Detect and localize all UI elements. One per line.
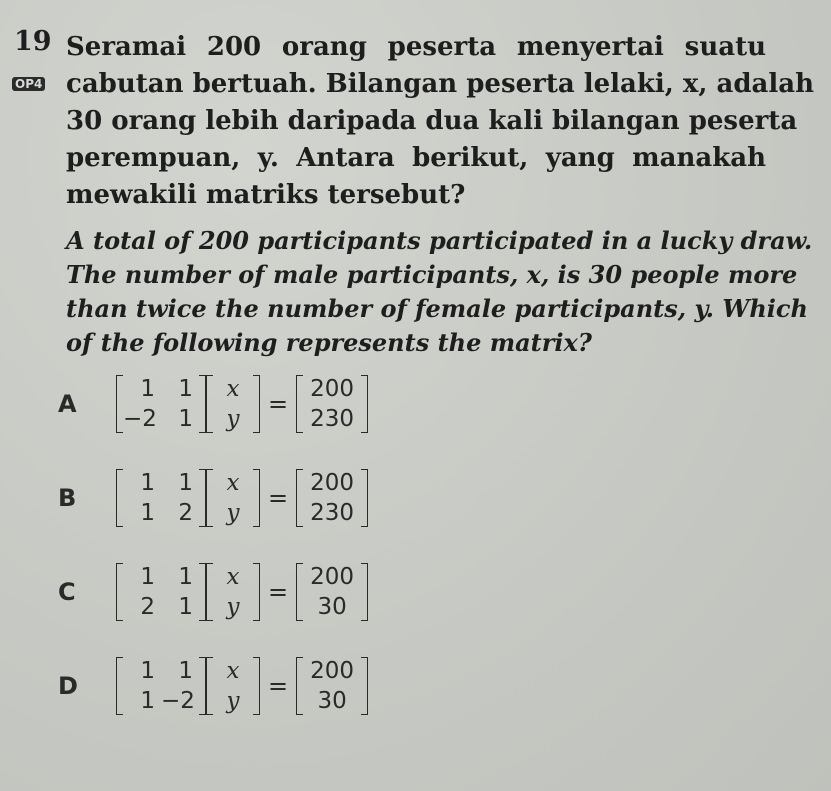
malay-line: cabutan bertuah. Bilangan peserta lelaki, x, adalah	[66, 69, 814, 99]
equals-sign: =	[268, 578, 289, 606]
matrix-cell: 1	[178, 406, 193, 432]
matrix-cell: 200	[310, 658, 355, 684]
option-c[interactable]	[52, 557, 368, 627]
result-matrix	[296, 468, 368, 528]
matrix-cell: x	[226, 564, 240, 590]
matrix-cell: −2	[161, 688, 195, 714]
matrix-cell: 30	[317, 688, 347, 714]
matrix-cell: x	[226, 658, 240, 684]
matrix-cell: y	[226, 500, 240, 526]
learning-tag: OP4	[12, 77, 45, 91]
malay-line: mewakili matriks tersebut?	[66, 180, 466, 210]
matrix-cell: 1	[178, 470, 193, 496]
matrix-cell: 200	[310, 376, 355, 402]
matrix-cell: 1	[178, 658, 193, 684]
matrix-cell: 1	[178, 376, 193, 402]
matrix-cell: 230	[310, 406, 355, 432]
matrix-cell: 1	[140, 500, 155, 526]
matrix-cell: y	[226, 406, 240, 432]
variable-matrix	[206, 468, 260, 528]
matrix-cell: 30	[317, 594, 347, 620]
matrix-cell: 1	[140, 688, 155, 714]
option-letter: C	[58, 578, 76, 606]
result-matrix	[296, 562, 368, 622]
question-text-malay	[66, 29, 814, 214]
english-line: of the following represents the matrix?	[66, 328, 592, 357]
english-line: than twice the number of female participants, y. Which	[66, 294, 808, 323]
coefficient-matrix	[116, 468, 206, 528]
matrix-cell: 1	[140, 658, 155, 684]
matrix-cell: 2	[178, 500, 193, 526]
option-b[interactable]	[52, 463, 368, 533]
result-matrix	[296, 656, 368, 716]
matrix-cell: 2	[140, 594, 155, 620]
equals-sign: =	[268, 390, 289, 418]
english-line: A total of 200 participants participated in a lucky draw.	[66, 226, 813, 255]
matrix-cell: −2	[123, 406, 157, 432]
coefficient-matrix	[116, 374, 206, 434]
option-letter: D	[58, 672, 78, 700]
variable-matrix	[206, 374, 260, 434]
matrix-cell: 1	[140, 376, 155, 402]
malay-line: Seramai 200 orang peserta menyertai suatu	[66, 32, 766, 62]
matrix-cell: y	[226, 594, 240, 620]
coefficient-matrix	[116, 562, 206, 622]
option-letter: A	[58, 390, 77, 418]
english-line: The number of male participants, x, is 30 people more	[66, 260, 798, 289]
option-letter: B	[58, 484, 77, 512]
matrix-cell: 1	[140, 564, 155, 590]
matrix-cell: 1	[140, 470, 155, 496]
malay-line: perempuan, y. Antara berikut, yang manakah	[66, 143, 766, 173]
matrix-cell: x	[226, 470, 240, 496]
variable-matrix	[206, 562, 260, 622]
option-d[interactable]	[52, 651, 368, 721]
matrix-cell: 200	[310, 470, 355, 496]
matrix-cell: 1	[178, 594, 193, 620]
matrix-cell: x	[226, 376, 240, 402]
option-a[interactable]	[52, 369, 368, 439]
question-number: 19	[14, 26, 52, 57]
matrix-cell: y	[226, 688, 240, 714]
coefficient-matrix	[116, 656, 206, 716]
variable-matrix	[206, 656, 260, 716]
matrix-cell: 200	[310, 564, 355, 590]
malay-line: 30 orang lebih daripada dua kali bilangan peserta	[66, 106, 798, 136]
question-text-english	[66, 224, 813, 360]
matrix-cell: 230	[310, 500, 355, 526]
matrix-cell: 1	[178, 564, 193, 590]
result-matrix	[296, 374, 368, 434]
equals-sign: =	[268, 484, 289, 512]
equals-sign: =	[268, 672, 289, 700]
